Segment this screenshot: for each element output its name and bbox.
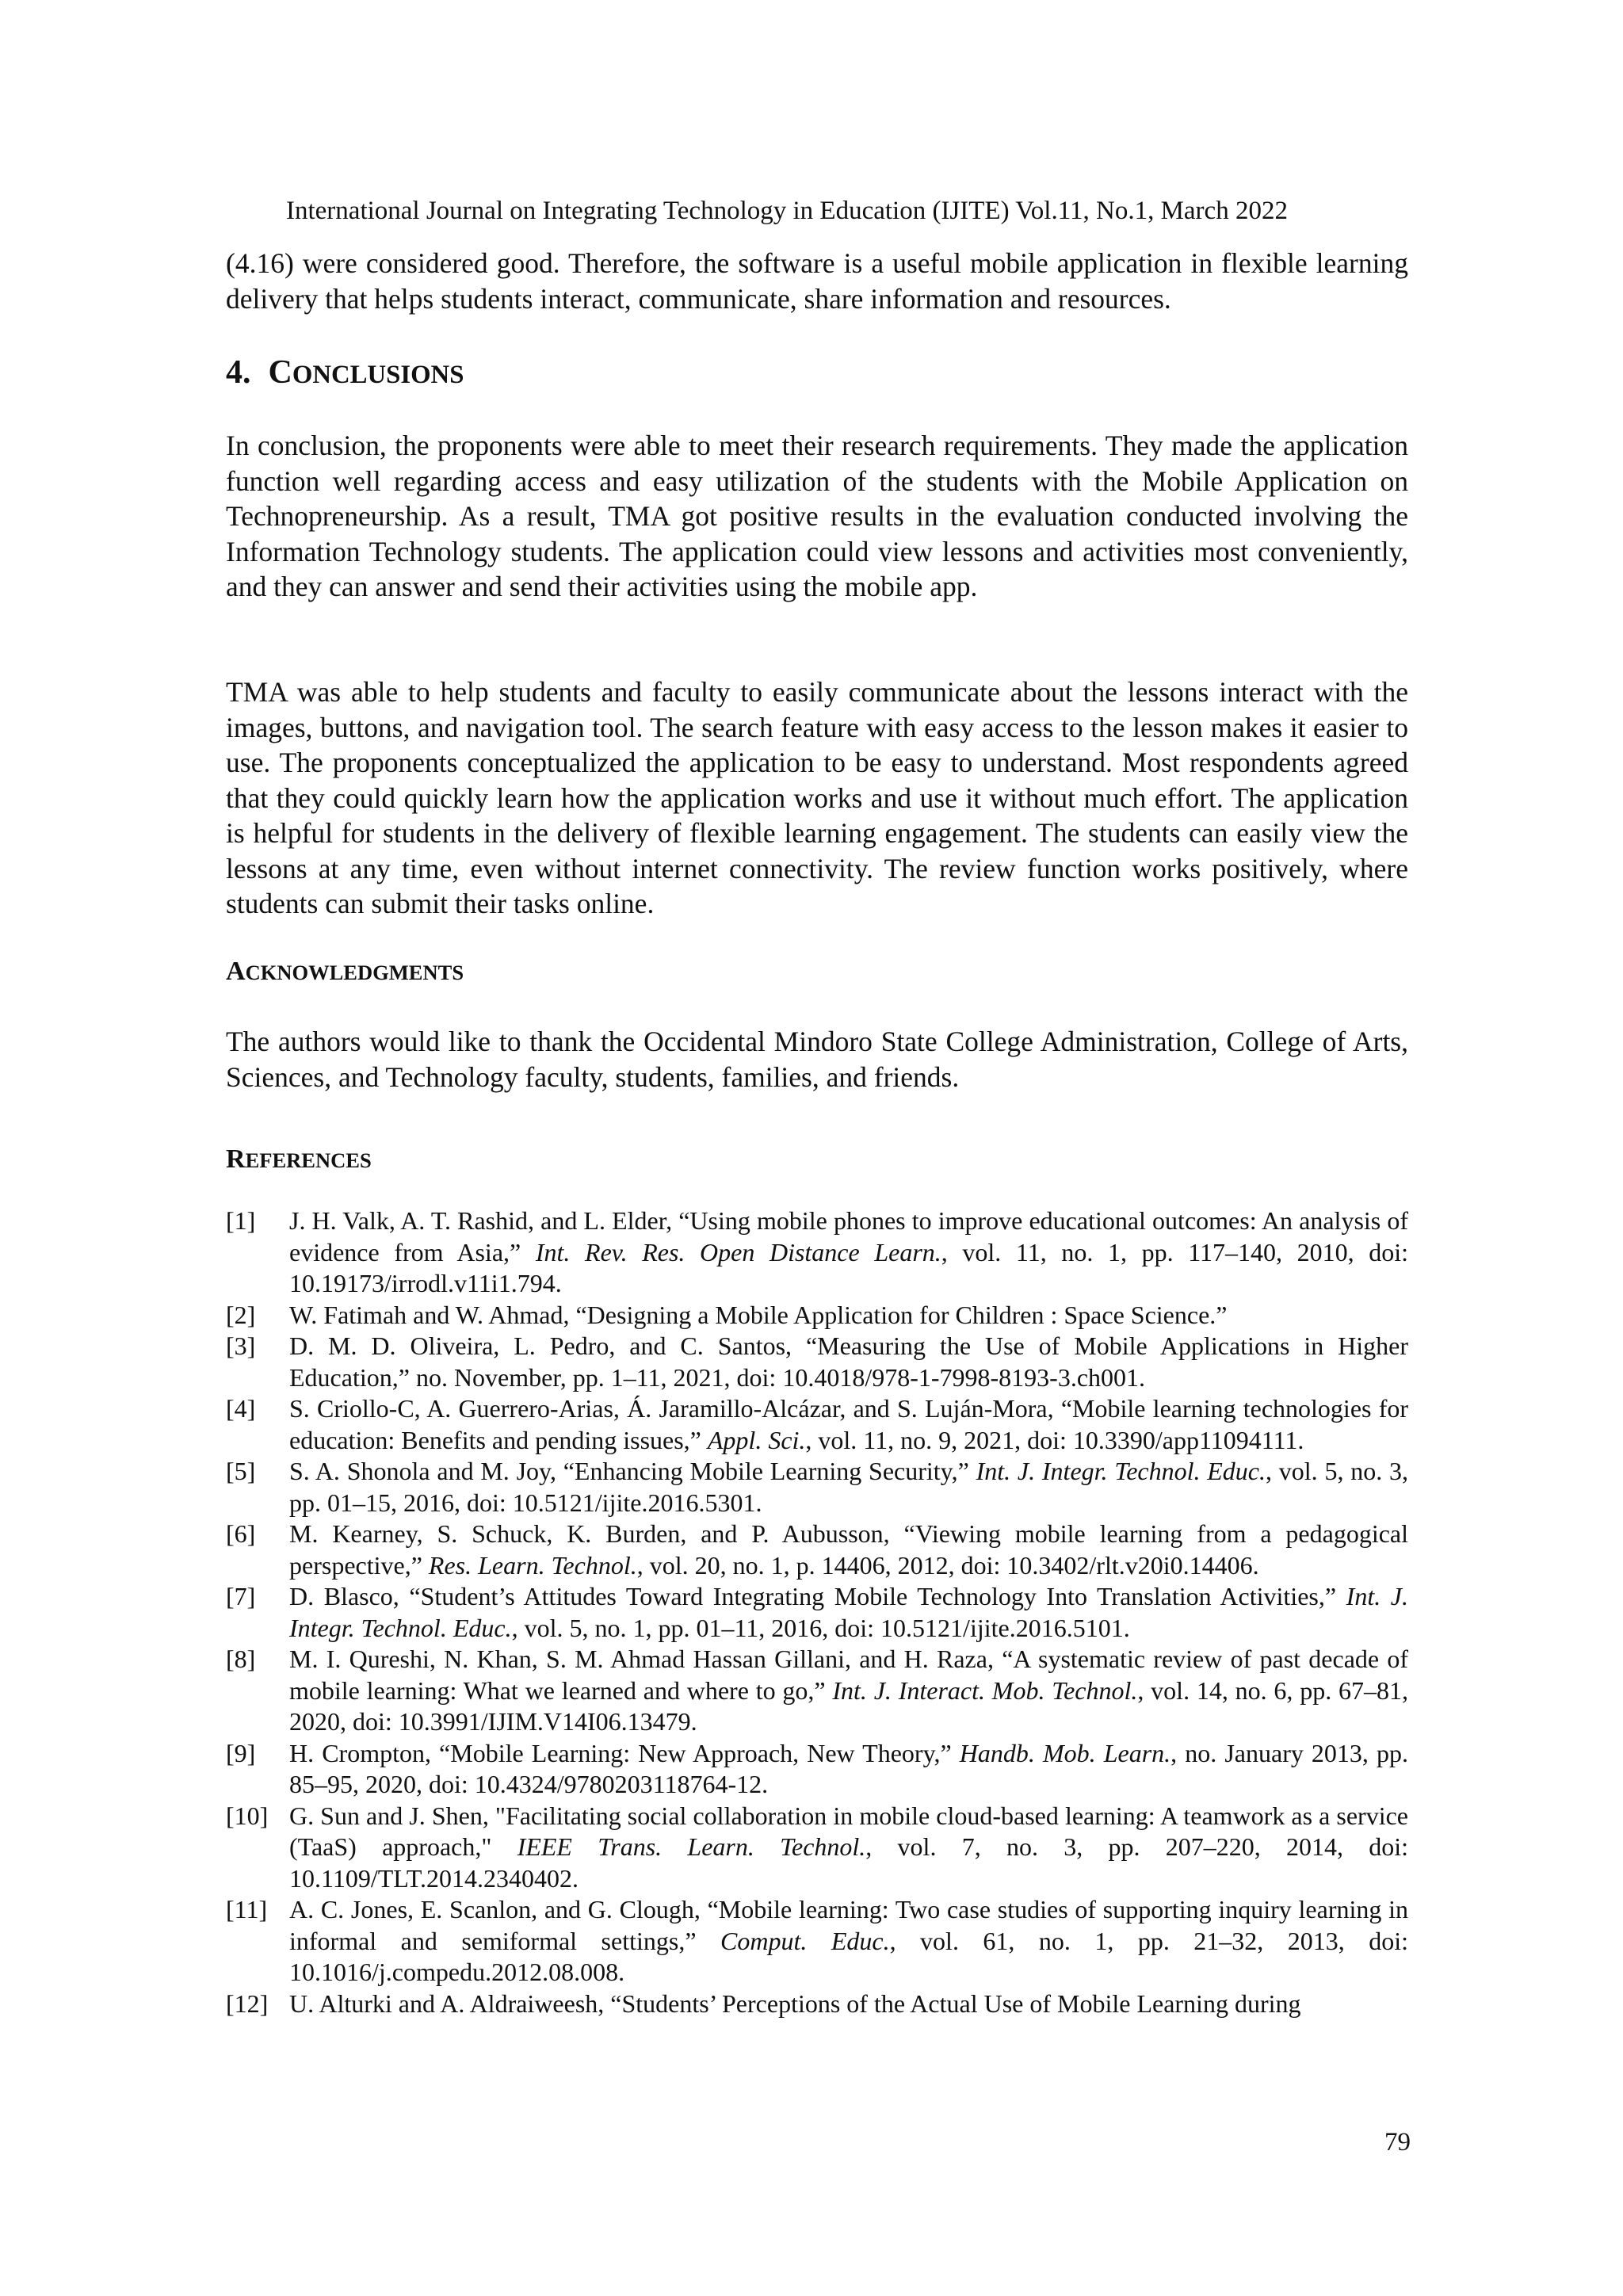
reference-text: J. H. Valk, A. T. Rashid, and L. Elder, “Using mobile phones to improve educational outcomes: An analysis of evidence from Asia,” Int. Rev. Res. Open Distance Learn., vol. 11, no. 1, pp. 117–140, 2010, doi: 10.19173/irrodl.v11i1.794. (289, 1206, 1409, 1297)
reference-number: [8] (226, 1645, 256, 1673)
heading-rest: EFERENCES (245, 1148, 372, 1172)
reference-text: S. Criollo-C, A. Guerrero-Arias, Á. Jaramillo-Alcázar, and S. Luján-Mora, “Mobile learning technologies for education: Benefits and pending issues,” Appl. Sci., vol. 11, no. 9, 2021, doi: 10.3390/app11094111. (289, 1394, 1408, 1454)
reference-number: [2] (226, 1300, 256, 1329)
reference-text: D. Blasco, “Student’s Attitudes Toward Integrating Mobile Technology Into Translation Activities,” Int. J. Integr. Technol. Educ., vol. 5, no. 1, pp. 01–11, 2016, doi: 10.5121/ijite.2016.5101. (289, 1582, 1409, 1642)
reference-text: M. Kearney, S. Schuck, K. Burden, and P. Aubusson, “Viewing mobile learning from a pedagogical perspective,” Res. Learn. Technol., vol. 20, no. 1, p. 14406, 2012, doi: 10.3402/rlt.v20i0.14406. (289, 1519, 1408, 1580)
reference-item (226, 1894, 1408, 1988)
journal-title: Int. J. Integr. Technol. Educ. (289, 1582, 1409, 1642)
reference-item (226, 1393, 1408, 1456)
reference-item (226, 1519, 1408, 1581)
reference-text: W. Fatimah and W. Ahmad, “Designing a Mobile Application for Children : Space Science.” (289, 1300, 1228, 1329)
reference-number: [12] (226, 1988, 269, 2018)
journal-title: Int. J. Interact. Mob. Technol. (832, 1675, 1138, 1705)
page-number: 79 (1384, 2128, 1411, 2157)
reference-item (226, 1456, 1408, 1519)
reference-number: [7] (226, 1582, 256, 1610)
acknowledgments-heading (226, 955, 464, 989)
section-heading-conclusions (226, 353, 464, 395)
conclusions-paragraph-2: TMA was able to help students and faculty to easily communicate about the lessons interact with the images, buttons, and navigation tool. The search feature with easy access to the lesson makes it easier to use. The proponents conceptualized the application to be easy to understand. Most respondents agreed that they could quickly learn how the application works and use it without much effort. The application is helpful for students in the delivery of flexible learning engagement. The students can easily view the lessons at any time, even without internet connectivity. The review function works positively, where students can submit their tasks online. (226, 676, 1408, 919)
reference-item (226, 1300, 1408, 1331)
reference-number: [1] (226, 1206, 256, 1235)
reference-number: [11] (226, 1895, 268, 1924)
journal-title: IEEE Trans. Learn. Technol. (517, 1832, 866, 1861)
conclusions-paragraph-1: In conclusion, the proponents were able to meet their research requirements. They made the application function well regarding access and easy utilization of the students with the Mobile Application on Technopreneurship. As a result, TMA got positive results in the evaluation conducted involving the Information Technology students. The application could view lessons and activities most conveniently, and they can answer and send their activities using the mobile app. (226, 430, 1408, 602)
reference-item (226, 1738, 1408, 1801)
reference-text: M. I. Qureshi, N. Khan, S. M. Ahmad Hassan Gillani, and H. Raza, “A systematic review of past decade of mobile learning: What we learned and where to go,” Int. J. Interact. Mob. Technol., vol. 14, no. 6, pp. 67–81, 2020, doi: 10.3991/IJIM.V14I06.13479. (289, 1645, 1409, 1736)
reference-text: G. Sun and J. Shen, "Facilitating social collaboration in mobile cloud-based learning: A teamwork as a service (TaaS) approach," IEEE Trans. Learn. Technol., vol. 7, no. 3, pp. 207–220, 2014, doi: 10.1109/TLT.2014.2340402. (289, 1801, 1409, 1893)
reference-item (226, 1581, 1408, 1644)
heading-initial: A (226, 957, 246, 986)
heading-initial: C (268, 354, 292, 391)
reference-text: A. C. Jones, E. Scanlon, and G. Clough, “Mobile learning: Two case studies of supporting inquiry learning in informal and semiformal settings,” Comput. Educ., vol. 61, no. 1, pp. 21–32, 2013, doi: 10.1016/j.compedu.2012.08.008. (289, 1895, 1409, 1986)
reference-number: [5] (226, 1457, 256, 1485)
reference-number: [10] (226, 1801, 269, 1830)
reference-text: S. A. Shonola and M. Joy, “Enhancing Mobile Learning Security,” Int. J. Integr. Technol. Educ., vol. 5, no. 3, pp. 01–15, 2016, doi: 10.5121/ijite.2016.5301. (289, 1457, 1409, 1517)
reference-item (226, 1331, 1408, 1393)
journal-title: Int. Rev. Res. Open Distance Learn. (535, 1237, 941, 1266)
reference-item (226, 1988, 1408, 2020)
intro-paragraph: (4.16) were considered good. Therefore, the software is a useful mobile application in flexible learning delivery that helps students interact, communicate, share information and resources. (226, 247, 1408, 315)
reference-item (226, 1644, 1408, 1738)
reference-number: [4] (226, 1394, 256, 1423)
reference-item (226, 1801, 1408, 1895)
heading-initial: R (226, 1144, 246, 1174)
references-heading (226, 1143, 372, 1177)
reference-number: [6] (226, 1519, 256, 1548)
journal-title: Int. J. Integr. Technol. Educ. (976, 1457, 1266, 1485)
heading-rest: CKNOWLEDGMENTS (245, 961, 464, 984)
reference-item (226, 1205, 1408, 1300)
heading-rest: ONCLUSIONS (292, 361, 464, 389)
reference-list (226, 1205, 1408, 2019)
journal-title: Comput. Educ. (720, 1926, 890, 1955)
journal-title: Appl. Sci. (707, 1425, 806, 1454)
reference-text: H. Crompton, “Mobile Learning: New Approach, New Theory,” Handb. Mob. Learn., no. January 2013, pp. 85–95, 2020, doi: 10.4324/9780203118764-12. (289, 1738, 1409, 1798)
reference-text: U. Alturki and A. Aldraiweesh, “Students’ Perceptions of the Actual Use of Mobile Learning during (289, 1988, 1301, 2018)
running-header: International Journal on Integrating Technology in Education (IJITE) Vol.11, No.1, March 2022 (286, 197, 1288, 225)
journal-title: Res. Learn. Technol. (428, 1550, 637, 1580)
reference-number: [3] (226, 1331, 256, 1360)
journal-title: Handb. Mob. Learn. (959, 1738, 1171, 1767)
reference-number: [9] (226, 1738, 256, 1767)
acknowledgments-text: The authors would like to thank the Occidental Mindoro State College Administration, College of Arts, Sciences, and Technology faculty, students, families, and friends. (226, 1026, 1408, 1093)
section-number: 4. (226, 354, 251, 391)
reference-text: D. M. D. Oliveira, L. Pedro, and C. Santos, “Measuring the Use of Mobile Applications in Higher Education,” no. November, pp. 1–11, 2021, doi: 10.4018/978-1-7998-8193-3.ch001. (289, 1331, 1408, 1392)
